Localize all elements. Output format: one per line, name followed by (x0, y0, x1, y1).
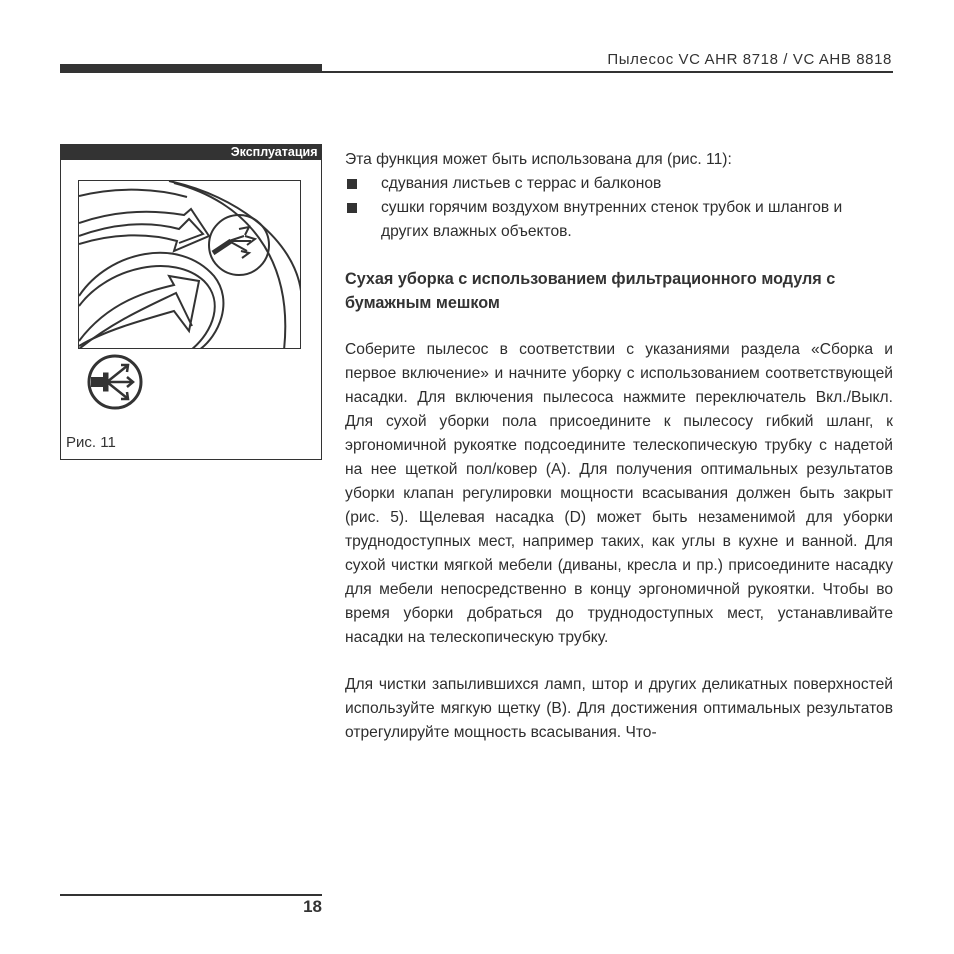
section-label: Эксплуатация (60, 144, 322, 160)
page-number: 18 (303, 897, 322, 916)
bullet-square-icon (347, 203, 357, 213)
figure-11-illustration (78, 180, 301, 349)
main-content (345, 148, 893, 745)
bullet-list (345, 172, 893, 244)
air-blow-icon (85, 352, 145, 412)
intro-text: Эта функция может быть использована для (рис. 11): (345, 151, 732, 168)
section-heading: Сухая уборка с использованием фильтрационного модуля с бумажным мешком (345, 270, 836, 312)
bullet-item: сдувания листьев с террас и балконов (345, 172, 893, 196)
header-rule (322, 71, 893, 73)
document-header-title: Пылесос VC AHR 8718 / VC AHB 8818 (607, 51, 892, 68)
footer-rule (60, 894, 322, 896)
body-paragraph-1: Соберите пылесос в соответствии с указаниями раздела «Сборка и первое включение» и начните уборку с использованием соответствующей насадки. Для включения пылесоса нажмите переключатель Вкл./Выкл. Для сухой уборки пола присоедините к пылесосу гибкий шланг, к эргономичной рукоятке подсоедините телескопическую трубку с надетой на нее щеткой пол/ковер (A). Для получения оптимальных результатов уборки клапан регулировки мощности всасывания должен быть закрыт (рис. 5). Щелевая насадка (D) может быть незаменимой для уборки труднодоступных мест, например таких, как углы в кухне и ванной. Для сухой чистки мягкой мебели (диваны, кресла и пр.) присоедините насадку для мебели непосредственно в концу эргономичной рукоятки. Чтобы во время уборки добраться до труднодоступных мест, устанавливайте насадки на телескопическую трубку. (345, 341, 893, 646)
sidebar-figure-panel (60, 144, 322, 460)
bullet-item: сушки горячим воздухом внутренних стенок трубок и шлангов и других влажных объектов. (345, 196, 893, 244)
body-paragraph-2: Для чистки запылившихся ламп, штор и других деликатных поверхностей используйте мягкую щетку (B). Для достижения оптимальных результатов отрегулируйте мощность всасывания. Что- (345, 676, 893, 741)
bullet-square-icon (347, 179, 357, 189)
figure-caption: Рис. 11 (66, 434, 116, 451)
header-bar (60, 64, 322, 73)
